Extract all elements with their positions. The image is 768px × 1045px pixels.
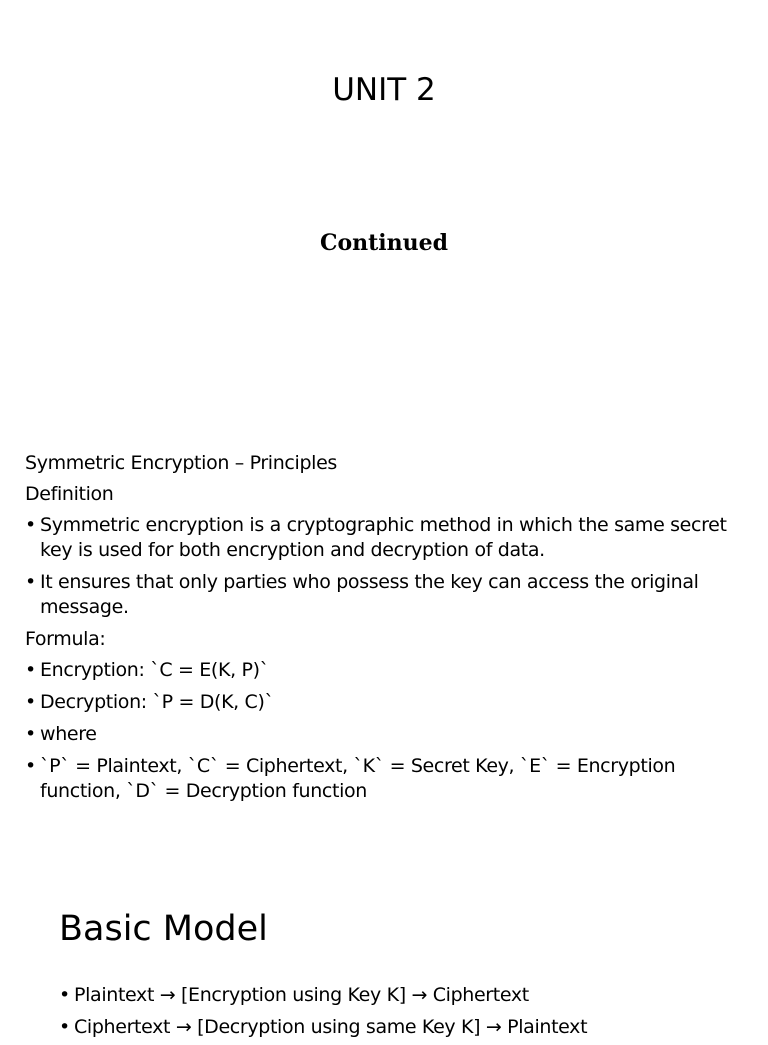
formula-list [25,656,745,809]
list-item: • where [25,720,745,752]
basic-model-heading: Basic Model [59,909,268,949]
definition-label: Definition [25,483,114,505]
list-item: • Symmetric encryption is a cryptographic method in which the same secret key is used for both encryption and decryption of data. [25,511,745,568]
basic-model-list [59,981,739,1045]
definition-list [25,511,745,625]
list-item: • Plaintext → [Encryption using Key K] → Ciphertext [59,981,739,1013]
list-item: • Decryption: `P = D(K, C)` [25,688,745,720]
slide-title: UNIT 2 [332,72,436,108]
list-item: • Encryption: `C = E(K, P)` [25,656,745,688]
section-heading: Symmetric Encryption – Principles [25,452,337,474]
slide-subtitle: Continued [319,230,449,256]
list-item: • Ciphertext → [Decryption using same Key K] → Plaintext [59,1013,739,1045]
symmetric-encryption-section [25,449,745,809]
list-item: • It ensures that only parties who possess the key can access the original message. [25,568,745,625]
list-item: • `P` = Plaintext, `C` = Ciphertext, `K` = Secret Key, `E` = Encryption function, `D` = Decryption function [25,752,745,809]
formula-label: Formula: [25,628,106,650]
